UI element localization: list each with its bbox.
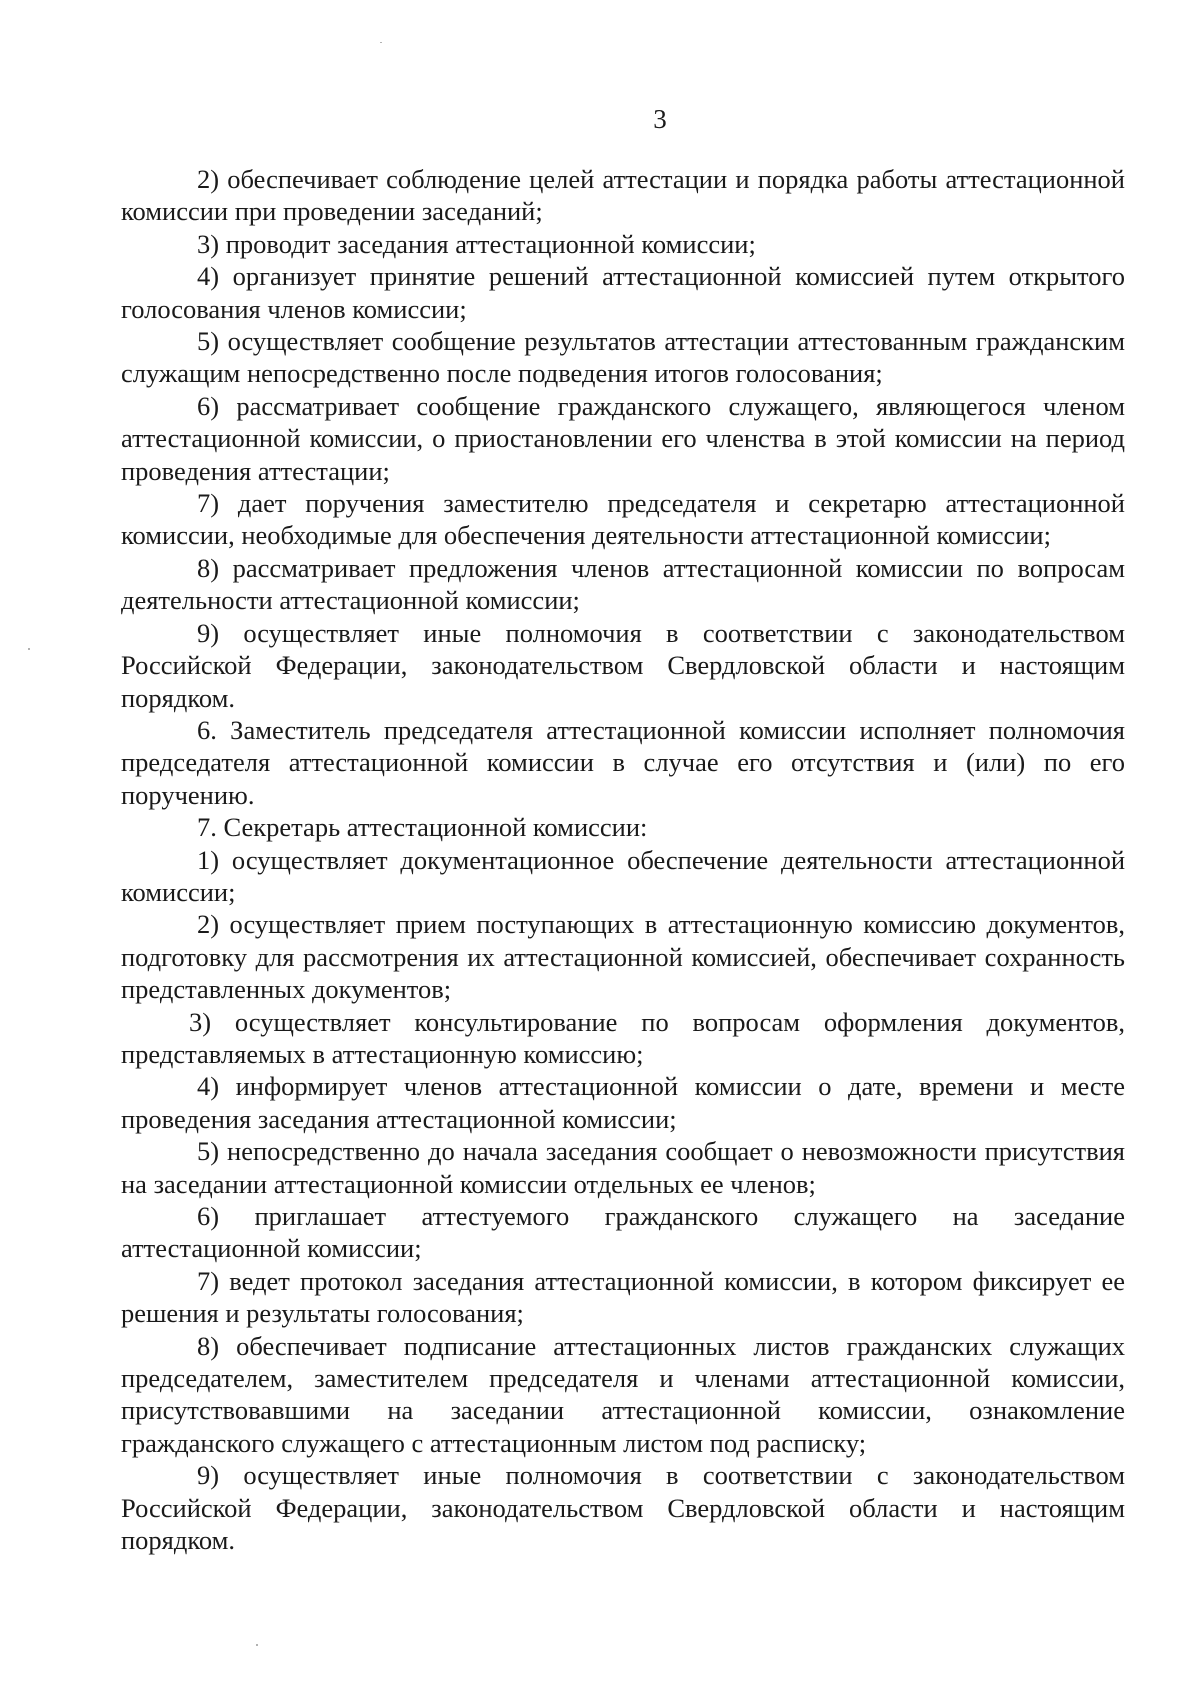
scan-speck: [380, 42, 382, 43]
page-number: 3: [653, 104, 667, 134]
paragraph: 6. Заместитель председателя аттестационной комиссии исполняет полномочия председателя аттестационной комиссии в случае его отсутствия и (или) по его поручению.: [121, 714, 1125, 810]
paragraph: 9) осуществляет иные полномочия в соответствии с законодательством Российской Федерации, законодательством Свердловской области и настоящим порядком.: [121, 1460, 1125, 1556]
document-body: [121, 163, 1125, 1556]
paragraph: 6) рассматривает сообщение гражданского служащего, являющегося членом аттестационной комиссии, о приостановлении его членства в этой комиссии на период проведения аттестации;: [121, 390, 1125, 486]
paragraph: 7. Секретарь аттестационной комиссии:: [197, 812, 648, 843]
paragraph: 4) организует принятие решений аттестационной комиссией путем открытого голосования членов комиссии;: [121, 261, 1125, 324]
paragraph: 8) рассматривает предложения членов аттестационной комиссии по вопросам деятельности аттестационной комиссии;: [121, 552, 1125, 616]
paragraph: 3) осуществляет консультирование по вопросам оформления документов, представляемых в аттестационную комиссию;: [121, 1006, 1125, 1069]
scan-speck: [28, 648, 30, 650]
paragraph: 6) приглашает аттестуемого гражданского служащего на заседание аттестационной комиссии;: [121, 1201, 1125, 1264]
paragraph: 8) обеспечивает подписание аттестационных листов гражданских служащих председателем, заместителем председателя и членами аттестационной комиссии, присутствовавшими на заседании аттестационной комиссии, ознакомление гражданского служащего с аттестационным листом под расписку;: [121, 1330, 1125, 1458]
paragraph: 4) информирует членов аттестационной комиссии о дате, времени и месте проведения заседания аттестационной комиссии;: [121, 1071, 1125, 1134]
paragraph: 5) непосредственно до начала заседания сообщает о невозможности присутствия на заседании аттестационной комиссии отдельных ее членов;: [121, 1136, 1125, 1199]
paragraph: 3) проводит заседания аттестационной комиссии;: [197, 228, 756, 259]
scan-speck: [256, 1644, 258, 1646]
paragraph: 7) дает поручения заместителю председателя и секретарю аттестационной комиссии, необходимые для обеспечения деятельности аттестационной комиссии;: [121, 488, 1125, 551]
paragraph: 5) осуществляет сообщение результатов аттестации аттестованным гражданским служащим непосредственно после подведения итогов голосования;: [121, 326, 1125, 389]
paragraph: 9) осуществляет иные полномочия в соответствии с законодательством Российской Федерации, законодательством Свердловской области и настоящим порядком.: [121, 617, 1125, 713]
paragraph: 1) осуществляет документационное обеспечение деятельности аттестационной комиссии;: [121, 844, 1125, 907]
paragraph: 7) ведет протокол заседания аттестационной комиссии, в котором фиксирует ее решения и результаты голосования;: [121, 1265, 1125, 1329]
paragraph: 2) обеспечивает соблюдение целей аттестации и порядка работы аттестационной комиссии при проведении заседаний;: [121, 164, 1125, 227]
paragraph: 2) осуществляет прием поступающих в аттестационную комиссию документов, подготовку для рассмотрения их аттестационной комиссией, обеспечивает сохранность представленных документов;: [121, 909, 1125, 1005]
